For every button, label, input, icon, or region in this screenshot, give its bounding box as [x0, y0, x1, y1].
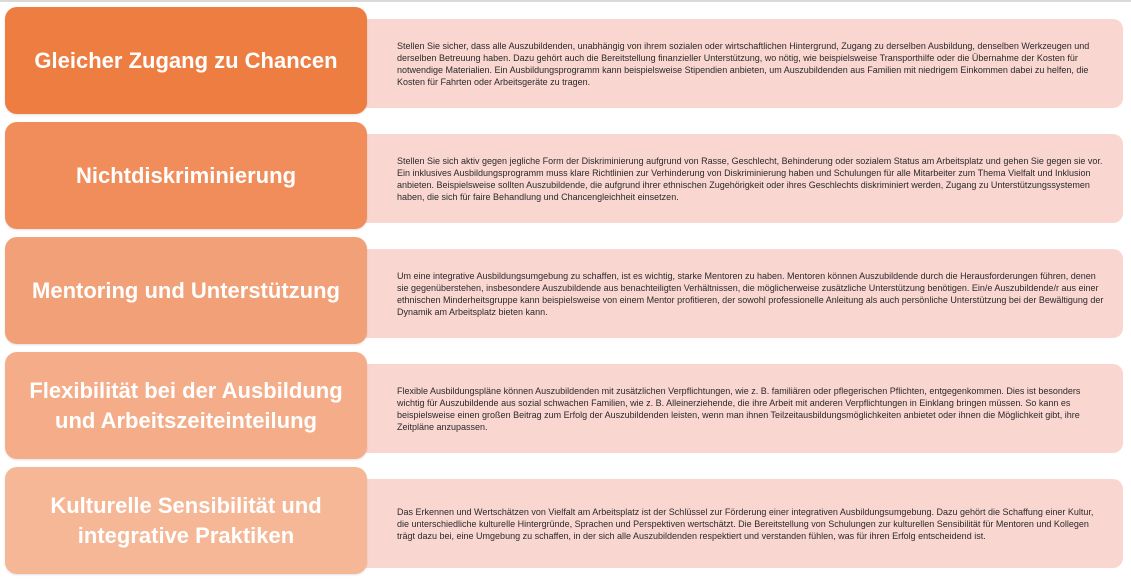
principle-description-box: [357, 364, 1123, 453]
principle-title: Gleicher Zugang zu Chancen: [34, 47, 338, 73]
principle-title-box: [5, 122, 367, 229]
principle-row-flexibility: [5, 352, 1123, 459]
principle-description-box: [357, 134, 1123, 223]
top-divider: [0, 0, 1131, 2]
principle-title-box: [5, 467, 367, 574]
principle-title-box: [5, 237, 367, 344]
principle-row-mentoring: [5, 237, 1123, 344]
principle-title: Kulturelle Sensibilität und integrative Praktiken: [50, 492, 322, 548]
principle-row-non-discrimination: [5, 122, 1123, 229]
principle-description: Flexible Ausbildungspläne können Auszubildenden mit zusätzlichen Verpflichtungen, wie z. B. familiären oder pflegerischen Pflichten, entgegenkommen. Dies ist besonders wichtig für Auszubildende aus sozial schwachen Familien, wie z. B. Alleinerziehende, die ihre Arbeit mit anderen Verpflichtungen in Einklang bringen müssen. So kann es beispielsweise einen großen Beitrag zum Erfolg der Auszubildenden leisten, wenn man ihnen Teilzeitausbildungsmöglichkeiten anbietet oder ihnen die Möglichkeit gibt, ihre Zeitpläne anzupassen.: [397, 385, 1081, 432]
principle-description-box: [357, 249, 1123, 338]
principle-description: Stellen Sie sich aktiv gegen jegliche Form der Diskriminierung aufgrund von Rasse, Geschlecht, Behinderung oder sozialem Status am Arbeitsplatz und gehen Sie gegen sie vor. Ein inklusives Ausbildungsprogramm muss klare Richtlinien zur Verhinderung von Diskriminierung haben und Schulungen für alle Mitarbeiter zum Thema Vielfalt und Inklusion anbieten. Beispielsweise sollten Auszubildende, die aufgrund ihrer ethnischen Zugehörigkeit oder ihres Geschlechts diskriminiert werden, Zugang zu Unterstützungssystemen haben, die sich für faire Behandlung und Chancengleichheit einsetzen.: [397, 155, 1103, 202]
principle-description-box: [357, 19, 1123, 108]
principle-title: Flexibilität bei der Ausbildung und Arbeitszeiteinteilung: [29, 377, 343, 433]
principle-title-box: [5, 352, 367, 459]
principles-list: [5, 7, 1123, 574]
principle-title-box: [5, 7, 367, 114]
principle-row-cultural-sensitivity: [5, 467, 1123, 574]
principle-description: Um eine integrative Ausbildungsumgebung zu schaffen, ist es wichtig, starke Mentoren zu haben. Mentoren können Auszubildende durch die Herausforderungen führen, denen sie gegenüberstehen, insbesondere Auszubildende aus benachteiligten Verhältnissen, die möglicherweise zusätzliche Unterstützung benötigen. Ein/e Auszubildende/r aus einer ethnischen Minderheitsgruppe kann beispielsweise von einem Mentor profitieren, der sowohl professionelle Anleitung als auch persönliche Unterstützung bei der Bewältigung der Dynamik am Arbeitsplatz bieten kann.: [397, 270, 1104, 317]
principle-title: Nichtdiskriminierung: [75, 162, 297, 188]
principle-description: Das Erkennen und Wertschätzen von Vielfalt am Arbeitsplatz ist der Schlüssel zur Förderung einer integrativen Ausbildungsumgebung. Dazu gehört die Schaffung einer Kultur, die unterschiedliche kulturelle Hintergründe, Sprachen und Perspektiven wertschätzt. Die Bereitstellung von Schulungen zur kulturellen Sensibilität für Mentoren und Kollegen trägt dazu bei, eine Umgebung zu schaffen, in der sich alle Auszubildenden respektiert und verstanden fühlen, was für ihren Erfolg entscheidend ist.: [397, 506, 1094, 541]
principle-description-box: [357, 479, 1123, 568]
principle-title: Mentoring und Unterstützung: [32, 277, 340, 303]
principle-description: Stellen Sie sicher, dass alle Auszubildenden, unabhängig von ihrem sozialen oder wirtschaftlichen Hintergrund, Zugang zu derselben Ausbildung, denselben Werkzeugen und derselben Betreuung haben. Dazu gehört auch die Bereitstellung finanzieller Unterstützung, wo nötig, wie beispielsweise Transporthilfe oder die Übernahme der Kosten für notwendige Materialien. Ein Ausbildungsprogramm kann beispielsweise Stipendien anbieten, um Auszubildenden aus Familien mit niedrigem Einkommen dabei zu helfen, die Kosten für Fahrten oder Arbeitsgeräte zu tragen.: [397, 40, 1090, 87]
principle-row-equal-access: [5, 7, 1123, 114]
